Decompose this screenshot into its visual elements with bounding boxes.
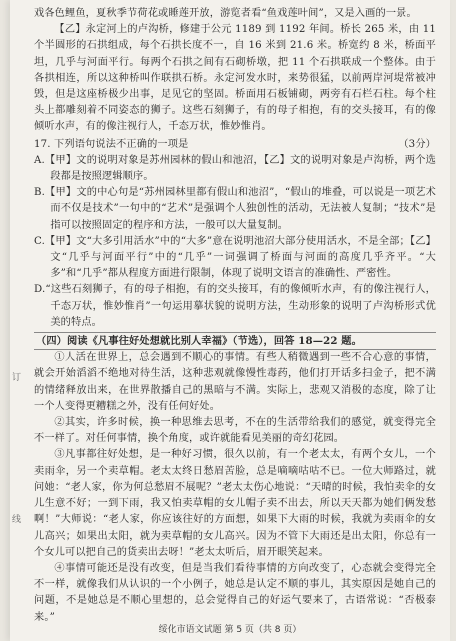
option-b: B.【甲】文的中心句是“苏州园林里都有假山和池沼”，“假山的堆叠，可以说是一项艺术而不仅是技术”一句中的“艺术”是强调个人独创性的活动，无法被人复制；“技术”是指可以按照固定的程序和方法，一般可以大量复制。 [34, 187, 436, 231]
passage-line: 戏各色鲤鱼，夏秋季节荷花或睡莲开放，游览者看“鱼戏莲叶间”，又是入画的一景。 [34, 8, 417, 19]
binding-mark: 订 [12, 373, 22, 383]
article-paragraph: ③凡事都往好处想，是一种好习惯，很久以前，有一个老太太，有两个女儿，一个卖雨伞，另一个卖草帽。老太太终日愁眉苦脸，总是嘀嘀咕咕不已。一位大师路过，就问她：“老人家，你为何总愁眉不展呢？”老太太伤心地说：“天晴的时候，我怕卖伞的女儿生意不好；一到下雨，我又怕卖草帽的女儿帽子卖不出去，所以天天都为她们俩发愁啊！”大师说：“老人家，你应该往好的方面想，如果下大雨的时候，我就为卖雨伞的女儿高兴；如果出太阳，就为卖草帽的女儿高兴。因为不管下大雨还是出太阳，你总有一个女儿可以把自己的货卖出去呀！”老太太听后，眉开眼笑起来。 [34, 449, 436, 558]
binding-mark: 线 [12, 515, 22, 525]
exam-page [10, 0, 450, 641]
page-footer: 绥化市语文试题 第 5 页（共 8 页） [158, 625, 302, 635]
question-17-stem [34, 137, 436, 153]
option-d: D.“这些石刻狮子，有的母子相抱，有的交头接耳，有的像倾听水声，有的像注视行人，千态万状，惟妙惟肖”一句运用摹状貌的说明方法，生动形象的说明了卢沟桥形式优美的特点。 [34, 284, 436, 328]
page-content [34, 6, 436, 626]
option-c: C.【甲】文“大多引用活水”中的“大多”意在说明池沼大部分使用活水，不是全部；【乙】文“几乎与河面平行”中的“几乎”一词强调了桥面与河面的高度几乎齐平。“大多”和“几乎”都从程度方面进行限制，体现了说明文语言的准确性、严密性。 [34, 235, 436, 280]
article-paragraph: ①人活在世界上，总会遇到不顺心的事情。有些人稍微遇到一些不合心意的事情，就会开始滔滔不绝地对待生活，这种悲观就像慢性毒药，他们打开话多扫金子，把不满的情绪释放出来，在世界散播自己的黑暗与不满。实际上，悲观又消极的态度，除了让一个人变得更糟糕之外，没有任何好处。 [34, 352, 436, 412]
passage-paragraph: 【乙】永定河上的卢沟桥，修建于公元 1189 到 1192 年间。桥长 265 米，由 11 个半圆形的石拱组成，每个石拱长度不一，自 16 米到 21.6 米。桥宽约 8 米，桥面平坦，几乎与河面平行。每两个石拱之间有石砌桥墩，把 11 个石拱联成一个整体。由于各拱相连，所以这种桥叫作联拱石桥。永定河发水时，来势很猛，以前两岸河堤常被冲毁，但是这座桥极少出事，足见它的坚固。桥面用石板铺砌，两旁有石栏石柱。每个柱头上都雕刻着不同姿态的狮子。这些石刻狮子，有的母子相抱，有的交头接耳，有的像倾听水声，有的像注视行人，千态万状，惟妙惟肖。 [34, 24, 436, 133]
article-paragraph: ②其实，许多时候，换一种思维去思考，不在的生活带给我们的感觉，就变得完全不一样了。对任何事情，换个角度，或许就能看见美丽的奇幻花园。 [34, 417, 436, 445]
section-heading: （四）阅读《凡事往好处想就比别人幸福》（节选），回答 18—22 题。 [34, 332, 436, 350]
option-a: A.【甲】文的说明对象是苏州园林的假山和池沼，【乙】文的说明对象是卢沟桥，两个选段都是按照逻辑顺序。 [34, 154, 436, 183]
question-score: （3分） [398, 138, 436, 150]
article-paragraph: ④事情可能还是没有改变，但是当我们看待事情的方向改变了，心态就会变得完全不一样，就像我们从认识的一个小例子，她总是认定不顺的事儿，其实原因是她自己的问题，不是她总是不顺心里想的，总会觉得自己的好运气要来了，古语常说：“否极泰来。” [34, 562, 436, 623]
question-stem: 17. 下列语句说法不正确的一项是 [34, 138, 189, 150]
